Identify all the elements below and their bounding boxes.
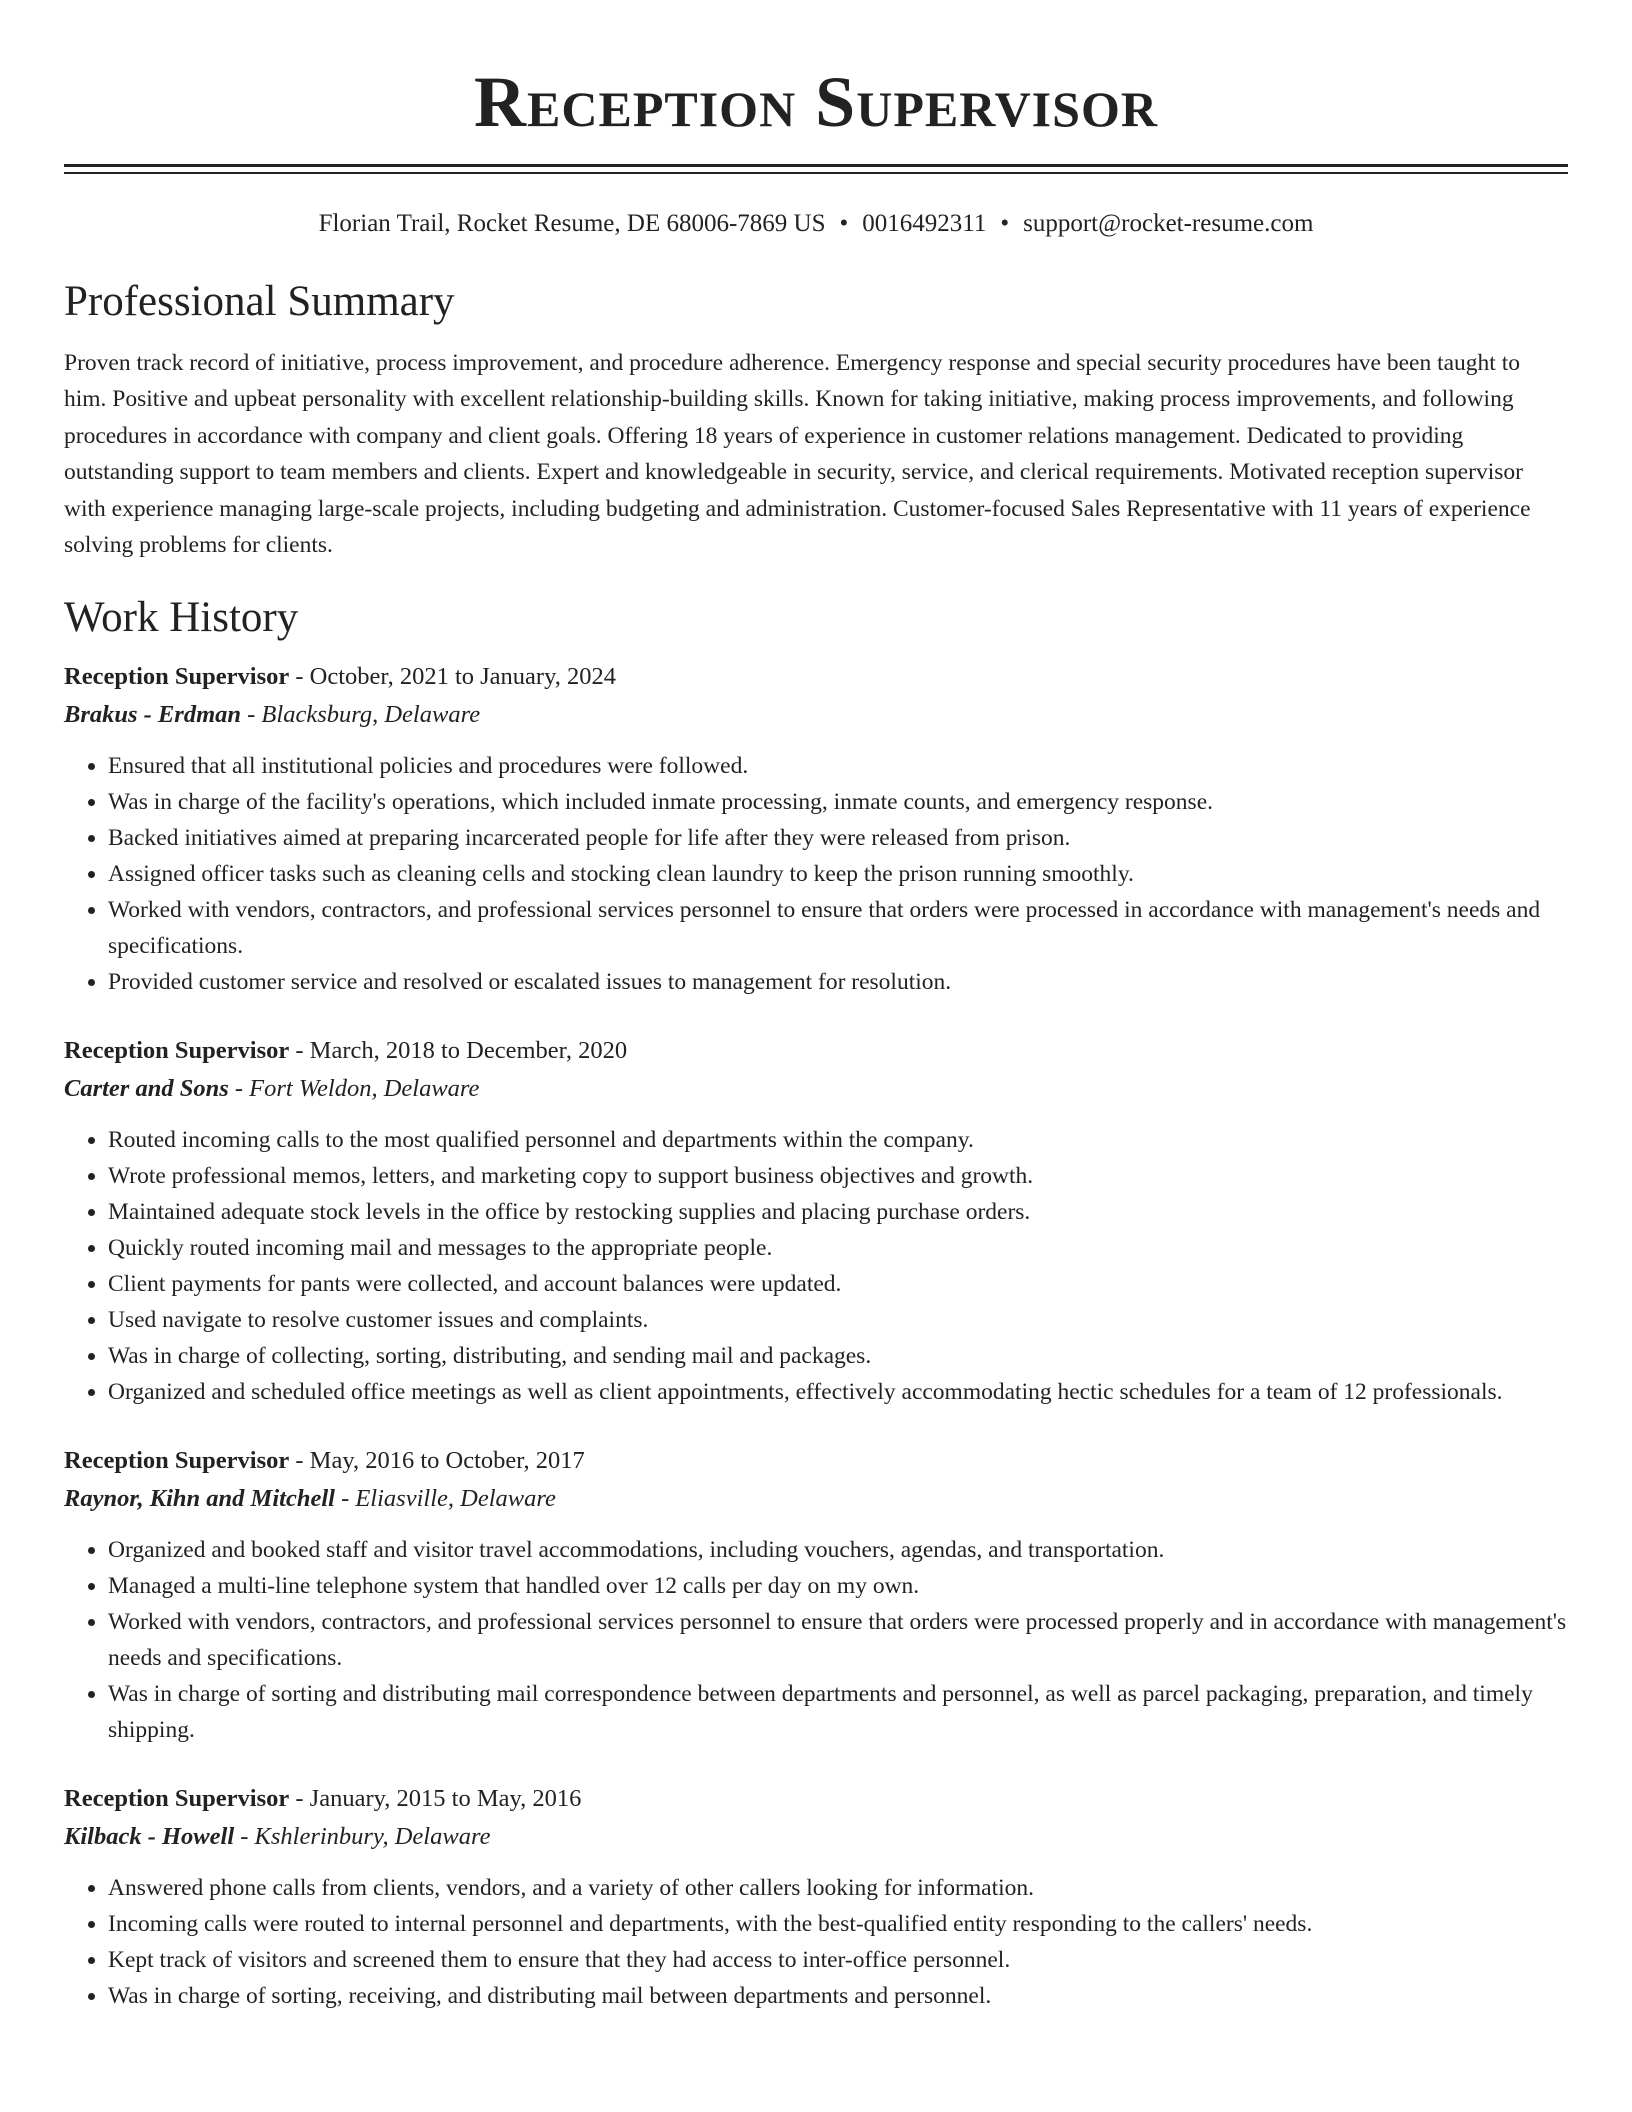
list-item: • Ensured that all institutional policies and procedures were followed.: [108, 748, 1568, 784]
contact-separator: •: [839, 210, 849, 237]
job-title-line: [64, 1032, 1568, 1070]
list-item: • Was in charge of the facility's operations, which included inmate processing, inmate counts, and emergency response.: [108, 784, 1568, 820]
job-location: - Kshlerinbury, Delaware: [234, 1823, 491, 1851]
list-item: • Managed a multi-line telephone system that handled over 12 calls per day on my own.: [108, 1568, 1568, 1604]
job-company-line: [64, 1480, 1568, 1518]
list-item: • Organized and booked staff and visitor travel accommodations, including vouchers, agendas, and transportation.: [108, 1532, 1568, 1568]
job-title-line: [64, 658, 1568, 696]
job-entry: [64, 1780, 1568, 2014]
job-duties-list: [64, 1870, 1568, 2014]
job-location: - Eliasville, Delaware: [334, 1485, 556, 1513]
work-history-heading: Work History: [64, 594, 299, 642]
list-item: • Was in charge of collecting, sorting, distributing, and sending mail and packages.: [108, 1338, 1568, 1374]
list-item: • Maintained adequate stock levels in the office by restocking supplies and placing purchase orders.: [108, 1194, 1568, 1230]
job-duties-list: [64, 1122, 1568, 1410]
list-item: • Routed incoming calls to the most qualified personnel and departments within the company.: [108, 1122, 1568, 1158]
job-duties-list: [64, 1532, 1568, 1748]
list-item: • Wrote professional memos, letters, and marketing copy to support business objectives and growth.: [108, 1158, 1568, 1194]
job-role: Reception Supervisor: [64, 1785, 290, 1813]
job-location: - Blacksburg, Delaware: [241, 701, 481, 729]
job-role: Reception Supervisor: [64, 1037, 290, 1065]
job-entry: [64, 1032, 1568, 1410]
job-location: - Fort Weldon, Delaware: [228, 1075, 480, 1103]
job-role: Reception Supervisor: [64, 1447, 290, 1475]
list-item: • Organized and scheduled office meetings as well as client appointments, effectively accommodating hectic schedules for a team of 12 professionals.: [108, 1374, 1568, 1410]
list-item: • Provided customer service and resolved or escalated issues to management for resolution.: [108, 964, 1568, 1000]
job-company: Brakus - Erdman: [64, 701, 242, 729]
work-history-list: [64, 658, 1568, 2014]
summary-text: Proven track record of initiative, process improvement, and procedure adherence. Emergency response and special security procedures have been taught to him. Positive and upbeat personality with excellent relationship-building skills. Known for taking initiative, making process improvements, and following procedures in accordance with company and client goals. Offering 18 years of experience in customer relations management. Dedicated to providing outstanding support to team members and clients. Expert and knowledgeable in security, service, and clerical requirements. Motivated reception supervisor with experience managing large-scale projects, including budgeting and administration. Customer-focused Sales Representative with 11 years of experience solving problems for clients.: [64, 350, 1531, 559]
job-company-line: [64, 1818, 1568, 1856]
list-item: • Was in charge of sorting and distributing mail correspondence between departments and personnel, as well as parcel packaging, preparation, and timely shipping.: [108, 1676, 1568, 1748]
list-item: • Client payments for pants were collected, and account balances were updated.: [108, 1266, 1568, 1302]
job-company: Carter and Sons: [64, 1075, 229, 1103]
job-company: Kilback - Howell: [64, 1823, 235, 1851]
job-role: Reception Supervisor: [64, 663, 290, 691]
job-dates: - January, 2015 to May, 2016: [289, 1785, 582, 1813]
job-entry: [64, 658, 1568, 1000]
list-item: • Assigned officer tasks such as cleaning cells and stocking clean laundry to keep the prison running smoothly.: [108, 856, 1568, 892]
contact-phone: 0016492311: [862, 210, 987, 237]
job-title-line: [64, 1780, 1568, 1818]
job-duties-list: [64, 748, 1568, 1000]
job-entry: [64, 1442, 1568, 1748]
list-item: • Backed initiatives aimed at preparing incarcerated people for life after they were released from prison.: [108, 820, 1568, 856]
list-item: • Worked with vendors, contractors, and professional services personnel to ensure that orders were processed in accordance with management's needs and specifications.: [108, 892, 1568, 964]
job-dates: - October, 2021 to January, 2024: [289, 663, 616, 691]
list-item: • Was in charge of sorting, receiving, and distributing mail between departments and personnel.: [108, 1978, 1568, 2014]
contact-separator: •: [1000, 210, 1010, 237]
job-company: Raynor, Kihn and Mitchell: [64, 1485, 335, 1513]
job-company-line: [64, 1070, 1568, 1108]
list-item: • Used navigate to resolve customer issues and complaints.: [108, 1302, 1568, 1338]
contact-address: Florian Trail, Rocket Resume, DE 68006-7869 US: [318, 210, 826, 237]
list-item: • Quickly routed incoming mail and messages to the appropriate people.: [108, 1230, 1568, 1266]
page-title: Reception Supervisor: [474, 62, 1158, 142]
list-item: • Kept track of visitors and screened them to ensure that they had access to inter-office personnel.: [108, 1942, 1568, 1978]
contact-info: [64, 208, 1568, 240]
summary-heading: Professional Summary: [64, 278, 455, 325]
list-item: • Worked with vendors, contractors, and professional services personnel to ensure that orders were processed properly and in accordance with management's needs and specifications.: [108, 1604, 1568, 1676]
job-company-line: [64, 696, 1568, 734]
job-dates: - March, 2018 to December, 2020: [289, 1037, 628, 1065]
list-item: • Incoming calls were routed to internal personnel and departments, with the best-qualified entity responding to the callers' needs.: [108, 1906, 1568, 1942]
title-divider-thick: [64, 164, 1568, 167]
list-item: • Answered phone calls from clients, vendors, and a variety of other callers looking for information.: [108, 1870, 1568, 1906]
job-dates: - May, 2016 to October, 2017: [289, 1447, 585, 1475]
title-divider-thin: [64, 172, 1568, 174]
contact-email: support@rocket-resume.com: [1023, 210, 1314, 237]
job-title-line: [64, 1442, 1568, 1480]
